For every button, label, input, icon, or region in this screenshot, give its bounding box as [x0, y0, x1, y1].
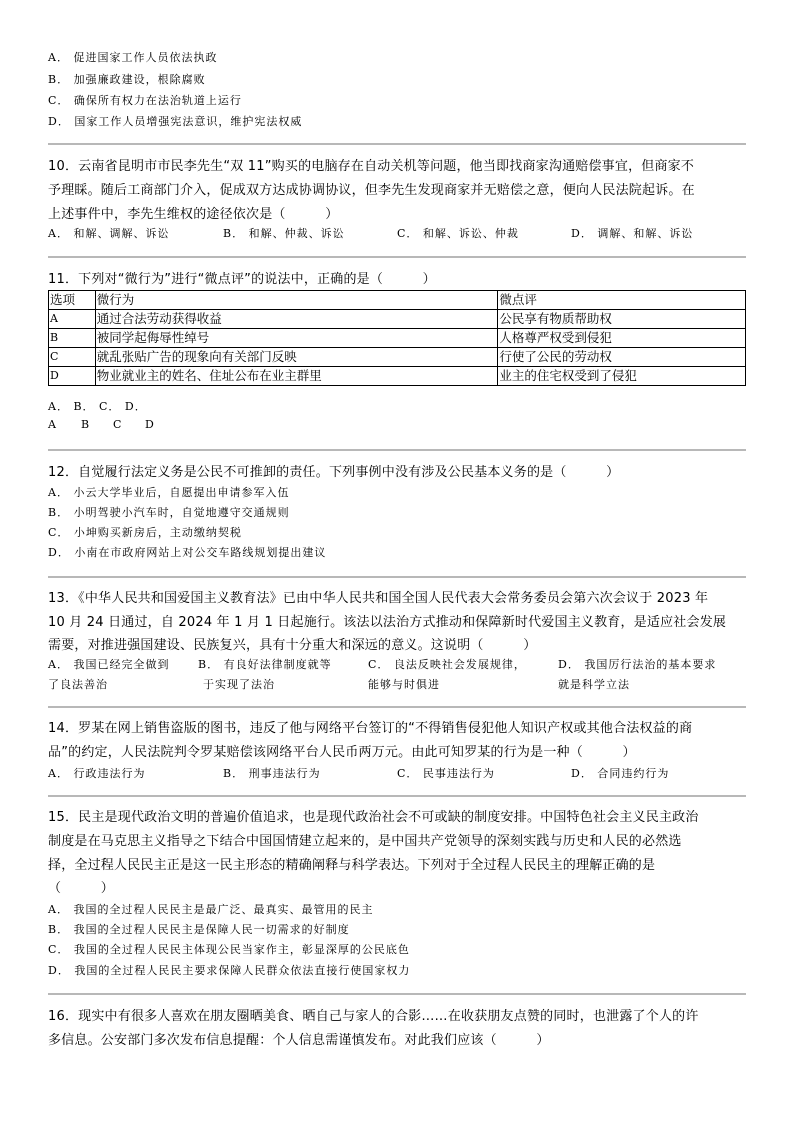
q13-option-d[interactable]: [558, 656, 716, 692]
q10-option-c[interactable]: C． 和解、诉讼、仲裁: [397, 227, 519, 240]
table-cell: 行使了公民的劳动权: [498, 348, 746, 367]
table-cell: 被同学起侮辱性绰号: [95, 329, 498, 348]
q13-option-a-line: 了良法善治: [48, 678, 108, 691]
divider: [48, 706, 746, 708]
divider: [48, 449, 746, 451]
q10-stem-line: 上述事件中，李先生维权的途径依次是（ ）: [48, 207, 339, 222]
q14-option-b[interactable]: B． 刑事违法行为: [223, 767, 321, 780]
divider: [48, 256, 746, 258]
q13-option-a-line: A． 我国已经完全做到: [48, 658, 170, 671]
q15-stem-line: 制度是在马克思主义指导之下结合中国国情建立起来的，是中国共产党领导的深刻实践与历史和人民的必然选: [48, 834, 682, 849]
q9-option-b[interactable]: B． 加强廉政建设，根除腐败: [48, 73, 206, 86]
q15-stem-line: （ ）: [48, 881, 115, 896]
table-header-cell: 微点评: [498, 291, 746, 310]
q12-option-a[interactable]: A． 小云大学毕业后，自愿提出申请参军入伍: [48, 486, 290, 499]
q13-option-c[interactable]: [368, 656, 526, 692]
divider: [48, 993, 746, 995]
q10-option-d[interactable]: D． 调解、和解、诉讼: [571, 227, 694, 240]
q14-option-d[interactable]: D． 合同违约行为: [571, 767, 670, 780]
q12-stem: 12．自觉履行法定义务是公民不可推卸的责任。下列事例中没有涉及公民基本义务的是（ ）: [48, 465, 620, 480]
table-cell: 业主的住宅权受到了侵犯: [498, 367, 746, 386]
table-cell: 就乱张贴广告的现象向有关部门反映: [95, 348, 498, 367]
q9-option-d[interactable]: D． 国家工作人员增强宪法意识，维护宪法权威: [48, 115, 303, 128]
q10-option-a[interactable]: A． 和解、调解、诉讼: [48, 227, 170, 240]
q15-stem-line: 15．民主是现代政治文明的普遍价值追求，也是现代政治社会不可或缺的制度安排。中国特色社会主义民主政治: [48, 810, 699, 825]
divider: [48, 795, 746, 797]
q15-option-d[interactable]: D． 我国的全过程人民民主要求保障人民群众依法直接行使国家权力: [48, 964, 411, 977]
q14-option-c[interactable]: C． 民事违法行为: [397, 767, 495, 780]
q13-stem-line: 10 月 24 日通过，自 2024 年 1 月 1 日起施行。该法以法治方式推动和保障新时代爱国主义教育，是适应社会发展: [48, 615, 727, 630]
q13-option-d-line: 就是科学立法: [558, 678, 630, 691]
q13-option-a[interactable]: [48, 656, 169, 692]
q11-table: [48, 290, 746, 386]
table-row: [49, 367, 746, 386]
q16-stem-line: 多信息。公安部门多次发布信息提醒：个人信息需谨慎发布。对此我们应该（ ）: [48, 1033, 550, 1048]
q15-option-b[interactable]: B． 我国的全过程人民民主是保障人民一切需求的好制度: [48, 923, 350, 936]
q11-option-a[interactable]: A: [48, 418, 57, 431]
q14-option-a[interactable]: A． 行政违法行为: [48, 767, 146, 780]
table-row: [49, 329, 746, 348]
q13-stem-line: 需要，对推进强国建设、民族复兴，具有十分重大和深远的意义。这说明（ ）: [48, 638, 537, 653]
q11-option-c[interactable]: C: [113, 418, 123, 431]
table-header-row: [49, 291, 746, 310]
q12-option-b[interactable]: B． 小明驾驶小汽车时，自觉地遵守交通规则: [48, 506, 290, 519]
q13-stem-line: 13．《中华人民共和国爱国主义教育法》已由中华人民共和国全国人民代表大会常务委员会第六次会议于 2023 年: [48, 591, 709, 606]
q10-option-b[interactable]: B． 和解、仲裁、诉讼: [223, 227, 345, 240]
table-cell: 公民享有物质帮助权: [498, 310, 746, 329]
table-header-cell: 微行为: [95, 291, 498, 310]
q15-option-c[interactable]: C． 我国的全过程人民民主体现公民当家作主，彰显深厚的公民底色: [48, 943, 410, 956]
q14-stem-line: 品”的约定，人民法院判令罗某赔偿该网络平台人民币两万元。由此可知罗某的行为是一种（ ）: [48, 745, 636, 760]
table-row: [49, 348, 746, 367]
q13-option-c-line: 能够与时俱进: [368, 678, 440, 691]
q11-option-b[interactable]: B: [81, 418, 91, 431]
q11-options-line[interactable]: A． B． C． D．: [48, 400, 147, 413]
table-cell: C: [49, 348, 96, 367]
table-cell: D: [49, 367, 96, 386]
table-cell: A: [49, 310, 96, 329]
divider: [48, 143, 746, 145]
q11-option-d[interactable]: D: [145, 418, 155, 431]
q9-option-c[interactable]: C． 确保所有权力在法治轨道上运行: [48, 94, 242, 107]
table-cell: 通过合法劳动获得收益: [95, 310, 498, 329]
table-cell: B: [49, 329, 96, 348]
q11-stem: 11．下列对“微行为”进行“微点评”的说法中，正确的是（ ）: [48, 272, 436, 287]
divider: [48, 576, 746, 578]
q15-option-a[interactable]: A． 我国的全过程人民民主是最广泛、最真实、最管用的民主: [48, 903, 374, 916]
q10-stem-line: 10．云南省昆明市市民李先生“双 11”购买的电脑存在自动关机等问题，他当即找商家沟通赔偿事宜，但商家不: [48, 159, 695, 174]
q13-option-b-line: 于实现了法治: [203, 678, 275, 691]
q9-option-a[interactable]: A． 促进国家工作人员依法执政: [48, 51, 218, 64]
table-row: [49, 310, 746, 329]
q15-stem-line: 择，全过程人民民主正是这一民主形态的精确阐释与科学表达。下列对于全过程人民民主的理解正确的是: [48, 858, 656, 873]
q16-stem-line: 16．现实中有很多人喜欢在朋友圈晒美食、晒自己与家人的合影……在收获朋友点赞的同时，也泄露了个人的许: [48, 1009, 699, 1024]
q13-option-b-line: B． 有良好法律制度就等: [198, 658, 332, 671]
q12-option-c[interactable]: C． 小坤购买新房后，主动缴纳契税: [48, 526, 242, 539]
q12-option-d[interactable]: D． 小南在市政府网站上对公交车路线规划提出建议: [48, 546, 327, 559]
q13-option-c-line: C． 良法反映社会发展规律，: [368, 658, 526, 671]
table-header-cell: 选项: [49, 291, 96, 310]
q14-stem-line: 14．罗某在网上销售盗版的图书，违反了他与网络平台签订的“不得销售侵犯他人知识产权或其他合法权益的商: [48, 721, 693, 736]
q10-stem-line: 予理睬。随后工商部门介入，促成双方达成协调协议，但李先生发现商家并无赔偿之意，便向人民法院起诉。在: [48, 183, 695, 198]
table-cell: 物业就业主的姓名、住址公布在业主群里: [95, 367, 498, 386]
table-cell: 人格尊严权受到侵犯: [498, 329, 746, 348]
q13-option-b[interactable]: [198, 656, 332, 692]
q13-option-d-line: D． 我国厉行法治的基本要求: [558, 658, 717, 671]
